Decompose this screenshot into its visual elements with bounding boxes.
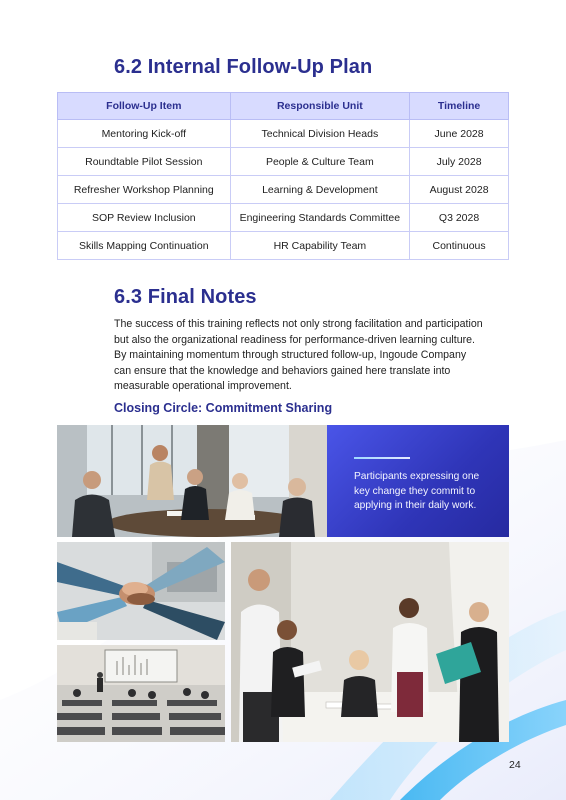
cell-timeline: June 2028 bbox=[410, 120, 509, 148]
caption-accent-line bbox=[354, 457, 410, 459]
table-row bbox=[58, 204, 509, 232]
section-title-final-notes: 6.3 Final Notes bbox=[114, 286, 257, 308]
cell-follow-up-item: Mentoring Kick-off bbox=[58, 120, 231, 148]
cell-timeline: August 2028 bbox=[410, 176, 509, 204]
cell-timeline: July 2028 bbox=[410, 148, 509, 176]
photo-caption-panel bbox=[327, 425, 509, 537]
cell-responsible-unit: Technical Division Heads bbox=[230, 120, 410, 148]
cell-responsible-unit: People & Culture Team bbox=[230, 148, 410, 176]
column-header-follow-up-item: Follow-Up Item bbox=[58, 93, 231, 120]
table-row bbox=[58, 148, 509, 176]
cell-responsible-unit: HR Capability Team bbox=[230, 232, 410, 260]
column-header-timeline: Timeline bbox=[410, 93, 509, 120]
seminar-room-photo bbox=[57, 645, 225, 742]
table-row bbox=[58, 176, 509, 204]
table-row bbox=[58, 120, 509, 148]
column-header-responsible-unit: Responsible Unit bbox=[230, 93, 410, 120]
subheading-closing-circle: Closing Circle: Commitment Sharing bbox=[114, 401, 333, 415]
cell-follow-up-item: Refresher Workshop Planning bbox=[58, 176, 231, 204]
follow-up-plan-table bbox=[57, 92, 509, 260]
hands-together-photo bbox=[57, 542, 225, 640]
table-header-row bbox=[58, 93, 509, 120]
cell-follow-up-item: SOP Review Inclusion bbox=[58, 204, 231, 232]
photo-caption: Participants expressing one key change they commit to applying in their daily work. bbox=[354, 471, 480, 511]
cell-timeline: Continuous bbox=[410, 232, 509, 260]
final-notes-paragraph: The success of this training reflects not only strong facilitation and participation but also the organizational readiness for performance-driven learning culture. By maintaining momentum through structured follow-up, Ingoude Company can ensure that the knowledge and behaviors gained here translate into measurable operational improvement. bbox=[114, 318, 483, 392]
cell-follow-up-item: Skills Mapping Continuation bbox=[58, 232, 231, 260]
page-number: 24 bbox=[509, 759, 521, 771]
cell-timeline: Q3 2028 bbox=[410, 204, 509, 232]
table-row bbox=[58, 232, 509, 260]
cell-responsible-unit: Learning & Development bbox=[230, 176, 410, 204]
meeting-photo bbox=[57, 425, 327, 537]
section-title-follow-up-plan: 6.2 Internal Follow-Up Plan bbox=[114, 56, 373, 78]
cell-follow-up-item: Roundtable Pilot Session bbox=[58, 148, 231, 176]
cell-responsible-unit: Engineering Standards Committee bbox=[230, 204, 410, 232]
team-discussion-photo bbox=[231, 542, 509, 742]
